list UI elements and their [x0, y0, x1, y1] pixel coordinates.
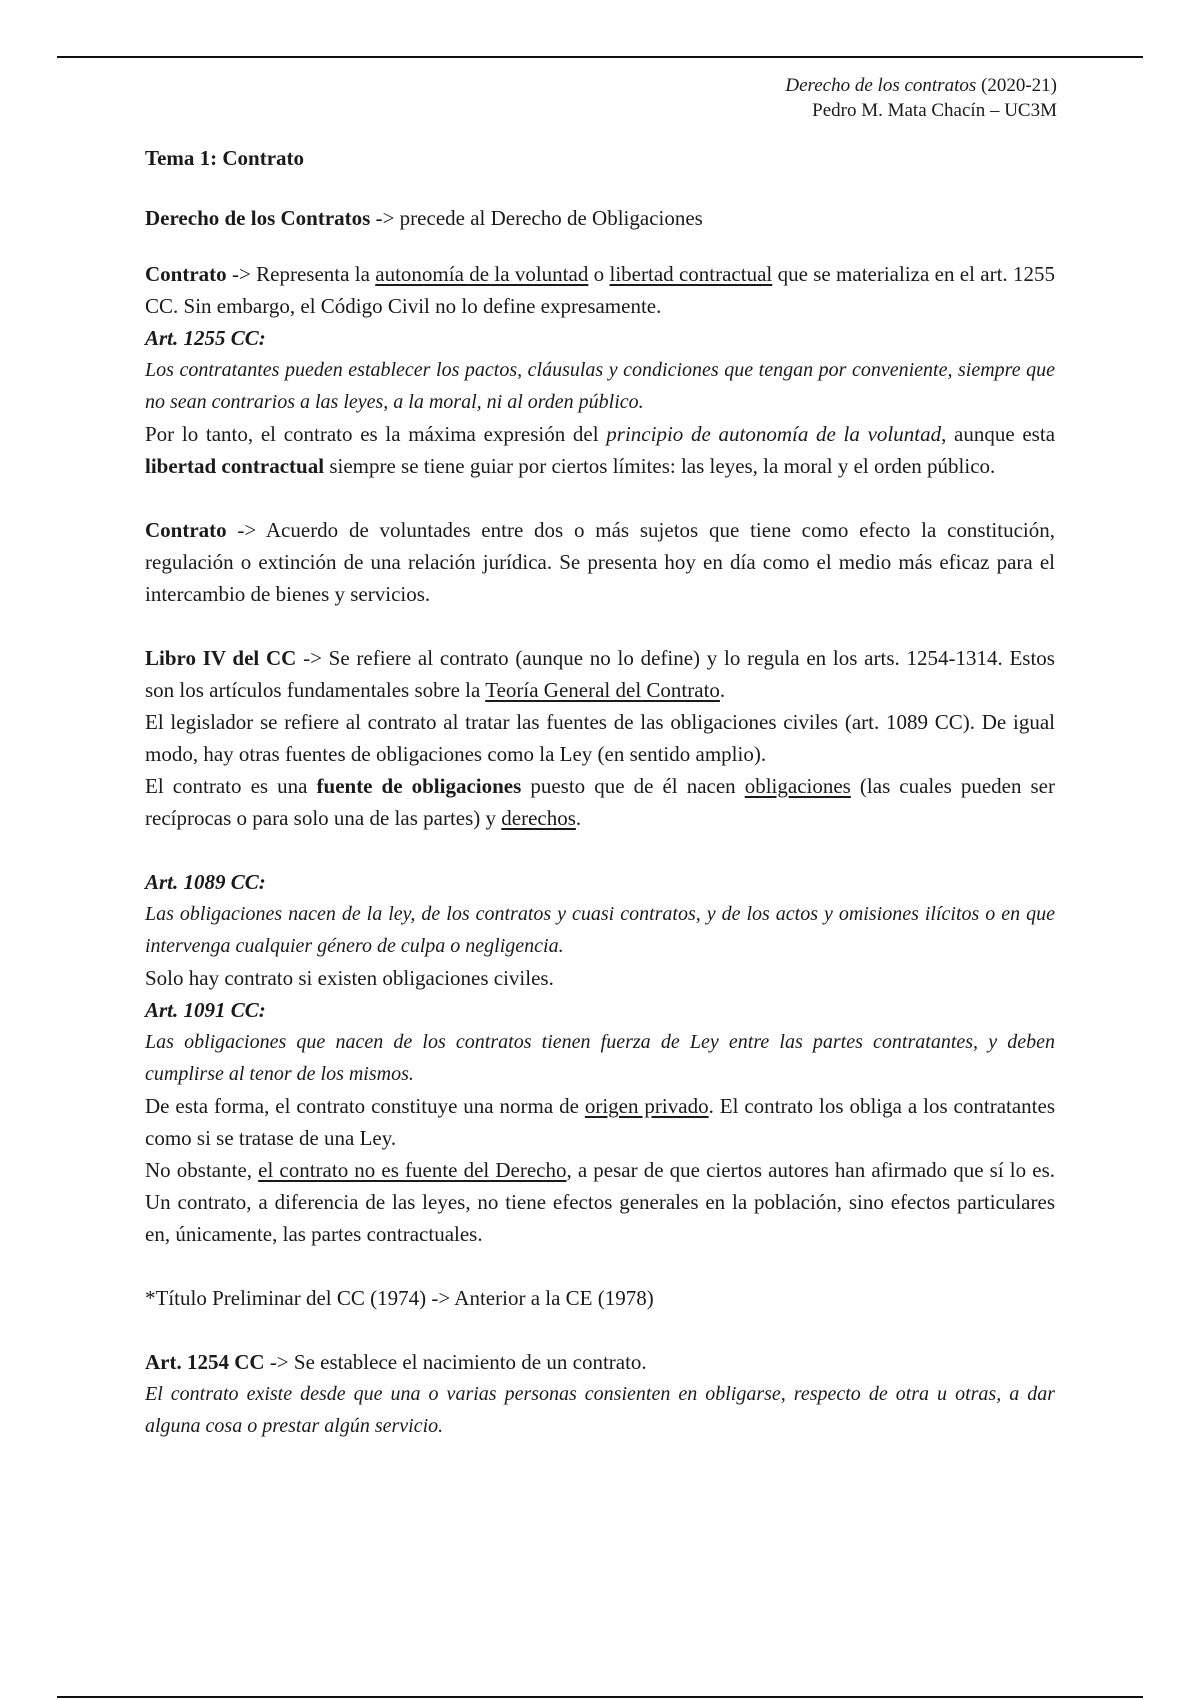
document-body [145, 142, 1055, 1442]
art-1091-heading: Art. 1091 CC: [145, 998, 266, 1022]
underlined-term: Teoría General del Contrato [485, 678, 720, 702]
art-1091-quote: Las obligaciones que nacen de los contratos tienen fuerza de Ley entre las partes contratantes, y deben cumplirse al tenor de los mismos. [145, 1031, 1055, 1085]
paragraph-legislador: El legislador se refiere al contrato al tratar las fuentes de las obligaciones civiles (art. 1089 CC). De igual modo, hay otras fuentes de obligaciones como la Ley (en sentido amplio). [145, 710, 1055, 766]
top-rule [57, 56, 1143, 58]
paragraph-derecho-contratos: Derecho de los Contratos -> precede al Derecho de Obligaciones [145, 206, 703, 230]
underlined-term: origen privado [584, 1094, 709, 1118]
art-1089-heading: Art. 1089 CC: [145, 870, 266, 894]
underlined-term: libertad contractual [609, 262, 773, 286]
underlined-term: derechos [501, 806, 576, 830]
header-course-line [785, 73, 1057, 98]
course-year: (2020-21) [981, 75, 1057, 96]
course-title: Derecho de los contratos [785, 75, 977, 96]
paragraph-libro-iv: Libro IV del CC -> Se refiere al contrato (aunque no lo define) y lo regula en los arts. 1254-1314. Estos son los artículos fundamentales sobre la Teoría General del Contrato. [145, 646, 1055, 702]
underlined-term: obligaciones [744, 774, 851, 798]
paragraph-contrato-autonomia: Contrato -> Representa la autonomía de la voluntad o libertad contractual que se materializa en el art. 1255 CC. Sin embargo, el Código Civil no lo define expresamente. [145, 262, 1055, 318]
paragraph-fuente-obligaciones: El contrato es una fuente de obligaciones puesto que de él nacen obligaciones (las cuales pueden ser recíprocas o para solo una de las partes) y derechos. [145, 774, 1055, 830]
paragraph-origen-privado: De esta forma, el contrato constituye una norma de origen privado. El contrato los obliga a los contratantes como si se tratase de una Ley. [145, 1094, 1055, 1150]
header-author: Pedro M. Mata Chacín – UC3M [812, 100, 1057, 121]
paragraph-contrato-acuerdo: Contrato -> Acuerdo de voluntades entre dos o más sujetos que tiene como efecto la constitución, regulación o extinción de una relación jurídica. Se presenta hoy en día como el medio más eficaz para el intercambio de bienes y servicios. [145, 518, 1055, 606]
note-titulo-preliminar: *Título Preliminar del CC (1974) -> Anterior a la CE (1978) [145, 1286, 654, 1310]
underlined-term: autonomía de la voluntad [375, 262, 589, 286]
page-header [785, 73, 1057, 123]
paragraph-maxima-expresion: Por lo tanto, el contrato es la máxima expresión del principio de autonomía de la voluntad, aunque esta libertad contractual siempre se tiene guiar por ciertos límites: las leyes, la moral y el orden público. [145, 422, 1056, 478]
art-1089-quote: Las obligaciones nacen de la ley, de los contratos y cuasi contratos, y de los actos y omisiones ilícitos o en que intervenga cualquier género de culpa o negligencia. [145, 903, 1055, 957]
paragraph-solo-hay-contrato: Solo hay contrato si existen obligaciones civiles. [145, 966, 554, 990]
art-1255-heading: Art. 1255 CC: [145, 326, 266, 350]
paragraph-art-1254: Art. 1254 CC -> Se establece el nacimiento de un contrato. [145, 1350, 647, 1374]
tema-title: Tema 1: Contrato [145, 146, 305, 170]
bottom-rule [57, 1696, 1143, 1698]
paragraph-no-es-fuente: No obstante, el contrato no es fuente del Derecho, a pesar de que ciertos autores han afirmado que sí lo es. Un contrato, a diferencia de las leyes, no tiene efectos generales en la población, sino efectos particulares en, únicamente, las partes contractuales. [145, 1158, 1055, 1246]
art-1255-quote: Los contratantes pueden establecer los pactos, cláusulas y condiciones que tengan por conveniente, siempre que no sean contrarios a las leyes, a la moral, ni al orden público. [145, 359, 1055, 413]
art-1254-quote: El contrato existe desde que una o varias personas consienten en obligarse, respecto de otra u otras, a dar alguna cosa o prestar algún servicio. [145, 1383, 1055, 1437]
underlined-term: el contrato no es fuente del Derecho [258, 1158, 567, 1182]
